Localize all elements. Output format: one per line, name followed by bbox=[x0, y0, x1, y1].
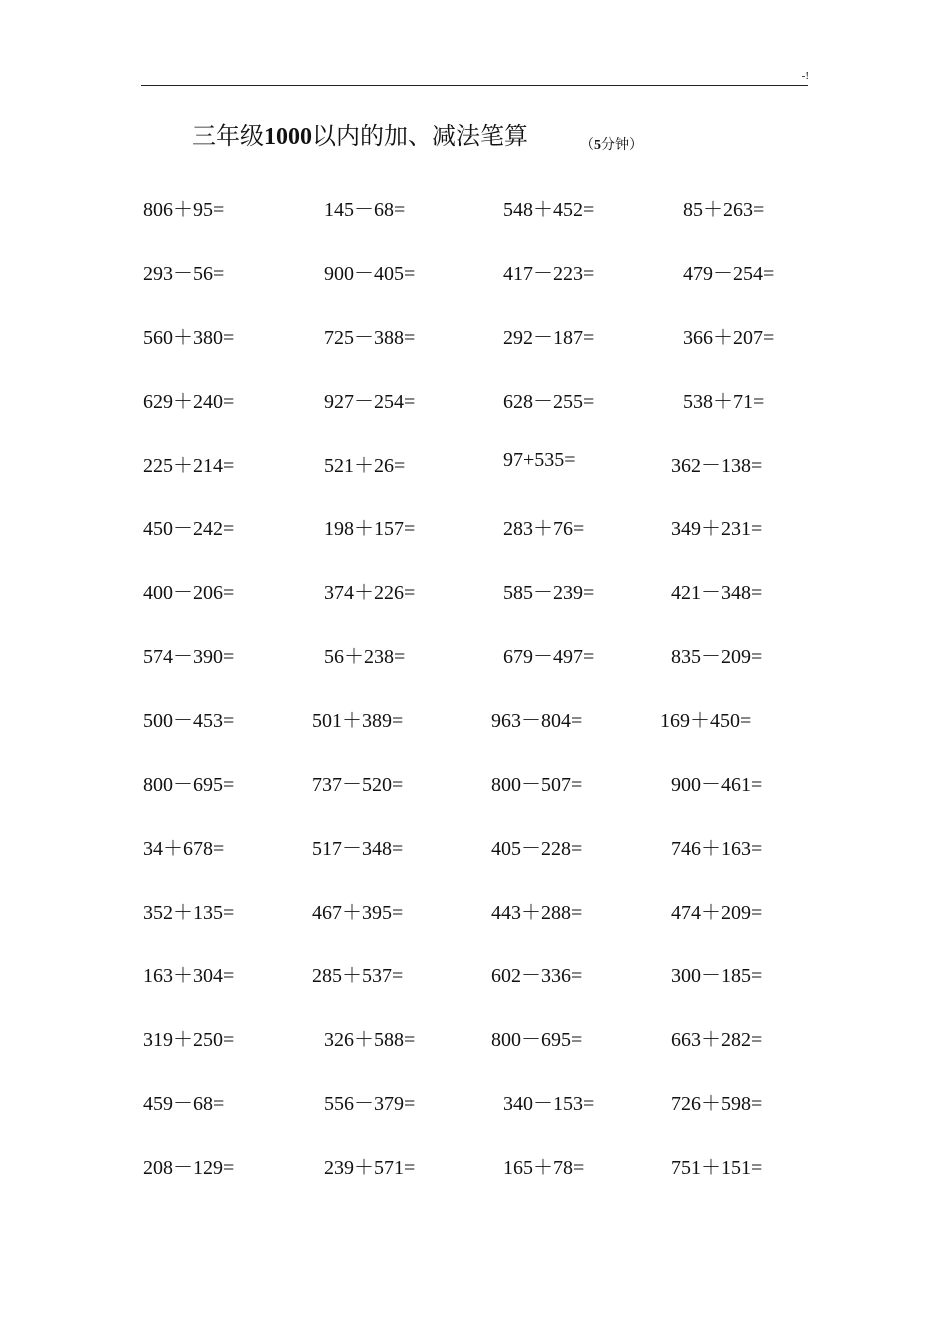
problem-row bbox=[0, 576, 950, 606]
time-note-unit: 分钟 bbox=[601, 138, 629, 153]
arithmetic-problem: 450－242= bbox=[143, 518, 235, 540]
arithmetic-problem: 293－56= bbox=[143, 263, 225, 285]
arithmetic-problem: 198＋157= bbox=[324, 518, 416, 540]
arithmetic-problem: 725－388= bbox=[324, 327, 416, 349]
arithmetic-problem: 366＋207= bbox=[683, 327, 775, 349]
header-mark: -! bbox=[801, 70, 809, 82]
arithmetic-problem: 285＋537= bbox=[312, 965, 404, 987]
time-note-close: ） bbox=[629, 138, 643, 153]
arithmetic-problem: 443＋288= bbox=[491, 902, 583, 924]
arithmetic-problem: 326＋588= bbox=[324, 1029, 416, 1051]
problem-row bbox=[0, 1023, 950, 1053]
header-rule bbox=[141, 85, 808, 86]
arithmetic-problem: 538＋71= bbox=[683, 391, 765, 413]
arithmetic-problem: 340－153= bbox=[503, 1093, 595, 1115]
problem-row bbox=[0, 768, 950, 798]
arithmetic-problem: 602－336= bbox=[491, 965, 583, 987]
arithmetic-problem: 405－228= bbox=[491, 838, 583, 860]
arithmetic-problem: 726＋598= bbox=[671, 1093, 763, 1115]
arithmetic-problem: 835－209= bbox=[671, 646, 763, 668]
arithmetic-problem: 208－129= bbox=[143, 1157, 235, 1179]
arithmetic-problem: 746＋163= bbox=[671, 838, 763, 860]
arithmetic-problem: 417－223= bbox=[503, 263, 595, 285]
problem-row bbox=[0, 1087, 950, 1117]
arithmetic-problem: 163＋304= bbox=[143, 965, 235, 987]
problem-row bbox=[0, 321, 950, 351]
arithmetic-problem: 900－461= bbox=[671, 774, 763, 796]
arithmetic-problem: 800－695= bbox=[491, 1029, 583, 1051]
arithmetic-problem: 145－68= bbox=[324, 199, 406, 221]
problem-row bbox=[0, 704, 950, 734]
arithmetic-problem: 521＋26= bbox=[324, 455, 406, 477]
arithmetic-problem: 459－68= bbox=[143, 1093, 225, 1115]
arithmetic-problem: 629＋240= bbox=[143, 391, 235, 413]
arithmetic-problem: 292－187= bbox=[503, 327, 595, 349]
arithmetic-problem: 501＋389= bbox=[312, 710, 404, 732]
arithmetic-problem: 34＋678= bbox=[143, 838, 225, 860]
arithmetic-problem: 97+535= bbox=[503, 449, 576, 471]
arithmetic-problem: 500－453= bbox=[143, 710, 235, 732]
arithmetic-problem: 585－239= bbox=[503, 582, 595, 604]
arithmetic-problem: 374＋226= bbox=[324, 582, 416, 604]
problem-row bbox=[0, 896, 950, 926]
arithmetic-problem: 560＋380= bbox=[143, 327, 235, 349]
arithmetic-problem: 628－255= bbox=[503, 391, 595, 413]
arithmetic-problem: 963－804= bbox=[491, 710, 583, 732]
arithmetic-problem: 574－390= bbox=[143, 646, 235, 668]
arithmetic-problem: 663＋282= bbox=[671, 1029, 763, 1051]
time-limit-note bbox=[580, 134, 643, 154]
arithmetic-problem: 239＋571= bbox=[324, 1157, 416, 1179]
problem-row bbox=[0, 959, 950, 989]
problem-row bbox=[0, 512, 950, 542]
arithmetic-problem: 548＋452= bbox=[503, 199, 595, 221]
arithmetic-problem: 737－520= bbox=[312, 774, 404, 796]
problem-row bbox=[0, 257, 950, 287]
arithmetic-problem: 679－497= bbox=[503, 646, 595, 668]
title-prefix: 三年级 bbox=[192, 124, 264, 150]
arithmetic-problem: 900－405= bbox=[324, 263, 416, 285]
time-note-number: 5 bbox=[594, 138, 601, 153]
arithmetic-problem: 479－254= bbox=[683, 263, 775, 285]
arithmetic-problem: 165＋78= bbox=[503, 1157, 585, 1179]
arithmetic-problem: 806＋95= bbox=[143, 199, 225, 221]
arithmetic-problem: 319＋250= bbox=[143, 1029, 235, 1051]
problem-row bbox=[0, 449, 950, 479]
arithmetic-problem: 800－695= bbox=[143, 774, 235, 796]
arithmetic-problem: 362－138= bbox=[671, 455, 763, 477]
arithmetic-problem: 800－507= bbox=[491, 774, 583, 796]
arithmetic-problem: 556－379= bbox=[324, 1093, 416, 1115]
arithmetic-problem: 927－254= bbox=[324, 391, 416, 413]
problem-row bbox=[0, 385, 950, 415]
arithmetic-problem: 283＋76= bbox=[503, 518, 585, 540]
arithmetic-problem: 349＋231= bbox=[671, 518, 763, 540]
arithmetic-problem: 225＋214= bbox=[143, 455, 235, 477]
arithmetic-problem: 169＋450= bbox=[660, 710, 752, 732]
arithmetic-problem: 352＋135= bbox=[143, 902, 235, 924]
time-note-open: （ bbox=[580, 138, 594, 153]
arithmetic-problem: 300－185= bbox=[671, 965, 763, 987]
title-suffix: 以内的加、减法笔算 bbox=[312, 124, 528, 150]
arithmetic-problem: 517－348= bbox=[312, 838, 404, 860]
arithmetic-problem: 474＋209= bbox=[671, 902, 763, 924]
title-number: 1000 bbox=[264, 124, 312, 150]
arithmetic-problem: 751＋151= bbox=[671, 1157, 763, 1179]
arithmetic-problem: 467＋395= bbox=[312, 902, 404, 924]
problem-row bbox=[0, 1151, 950, 1181]
arithmetic-problem: 56＋238= bbox=[324, 646, 406, 668]
problem-row bbox=[0, 193, 950, 223]
problem-row bbox=[0, 832, 950, 862]
arithmetic-problem: 400－206= bbox=[143, 582, 235, 604]
page-title bbox=[192, 116, 528, 151]
arithmetic-problem: 421－348= bbox=[671, 582, 763, 604]
arithmetic-problem: 85＋263= bbox=[683, 199, 765, 221]
problem-row bbox=[0, 640, 950, 670]
